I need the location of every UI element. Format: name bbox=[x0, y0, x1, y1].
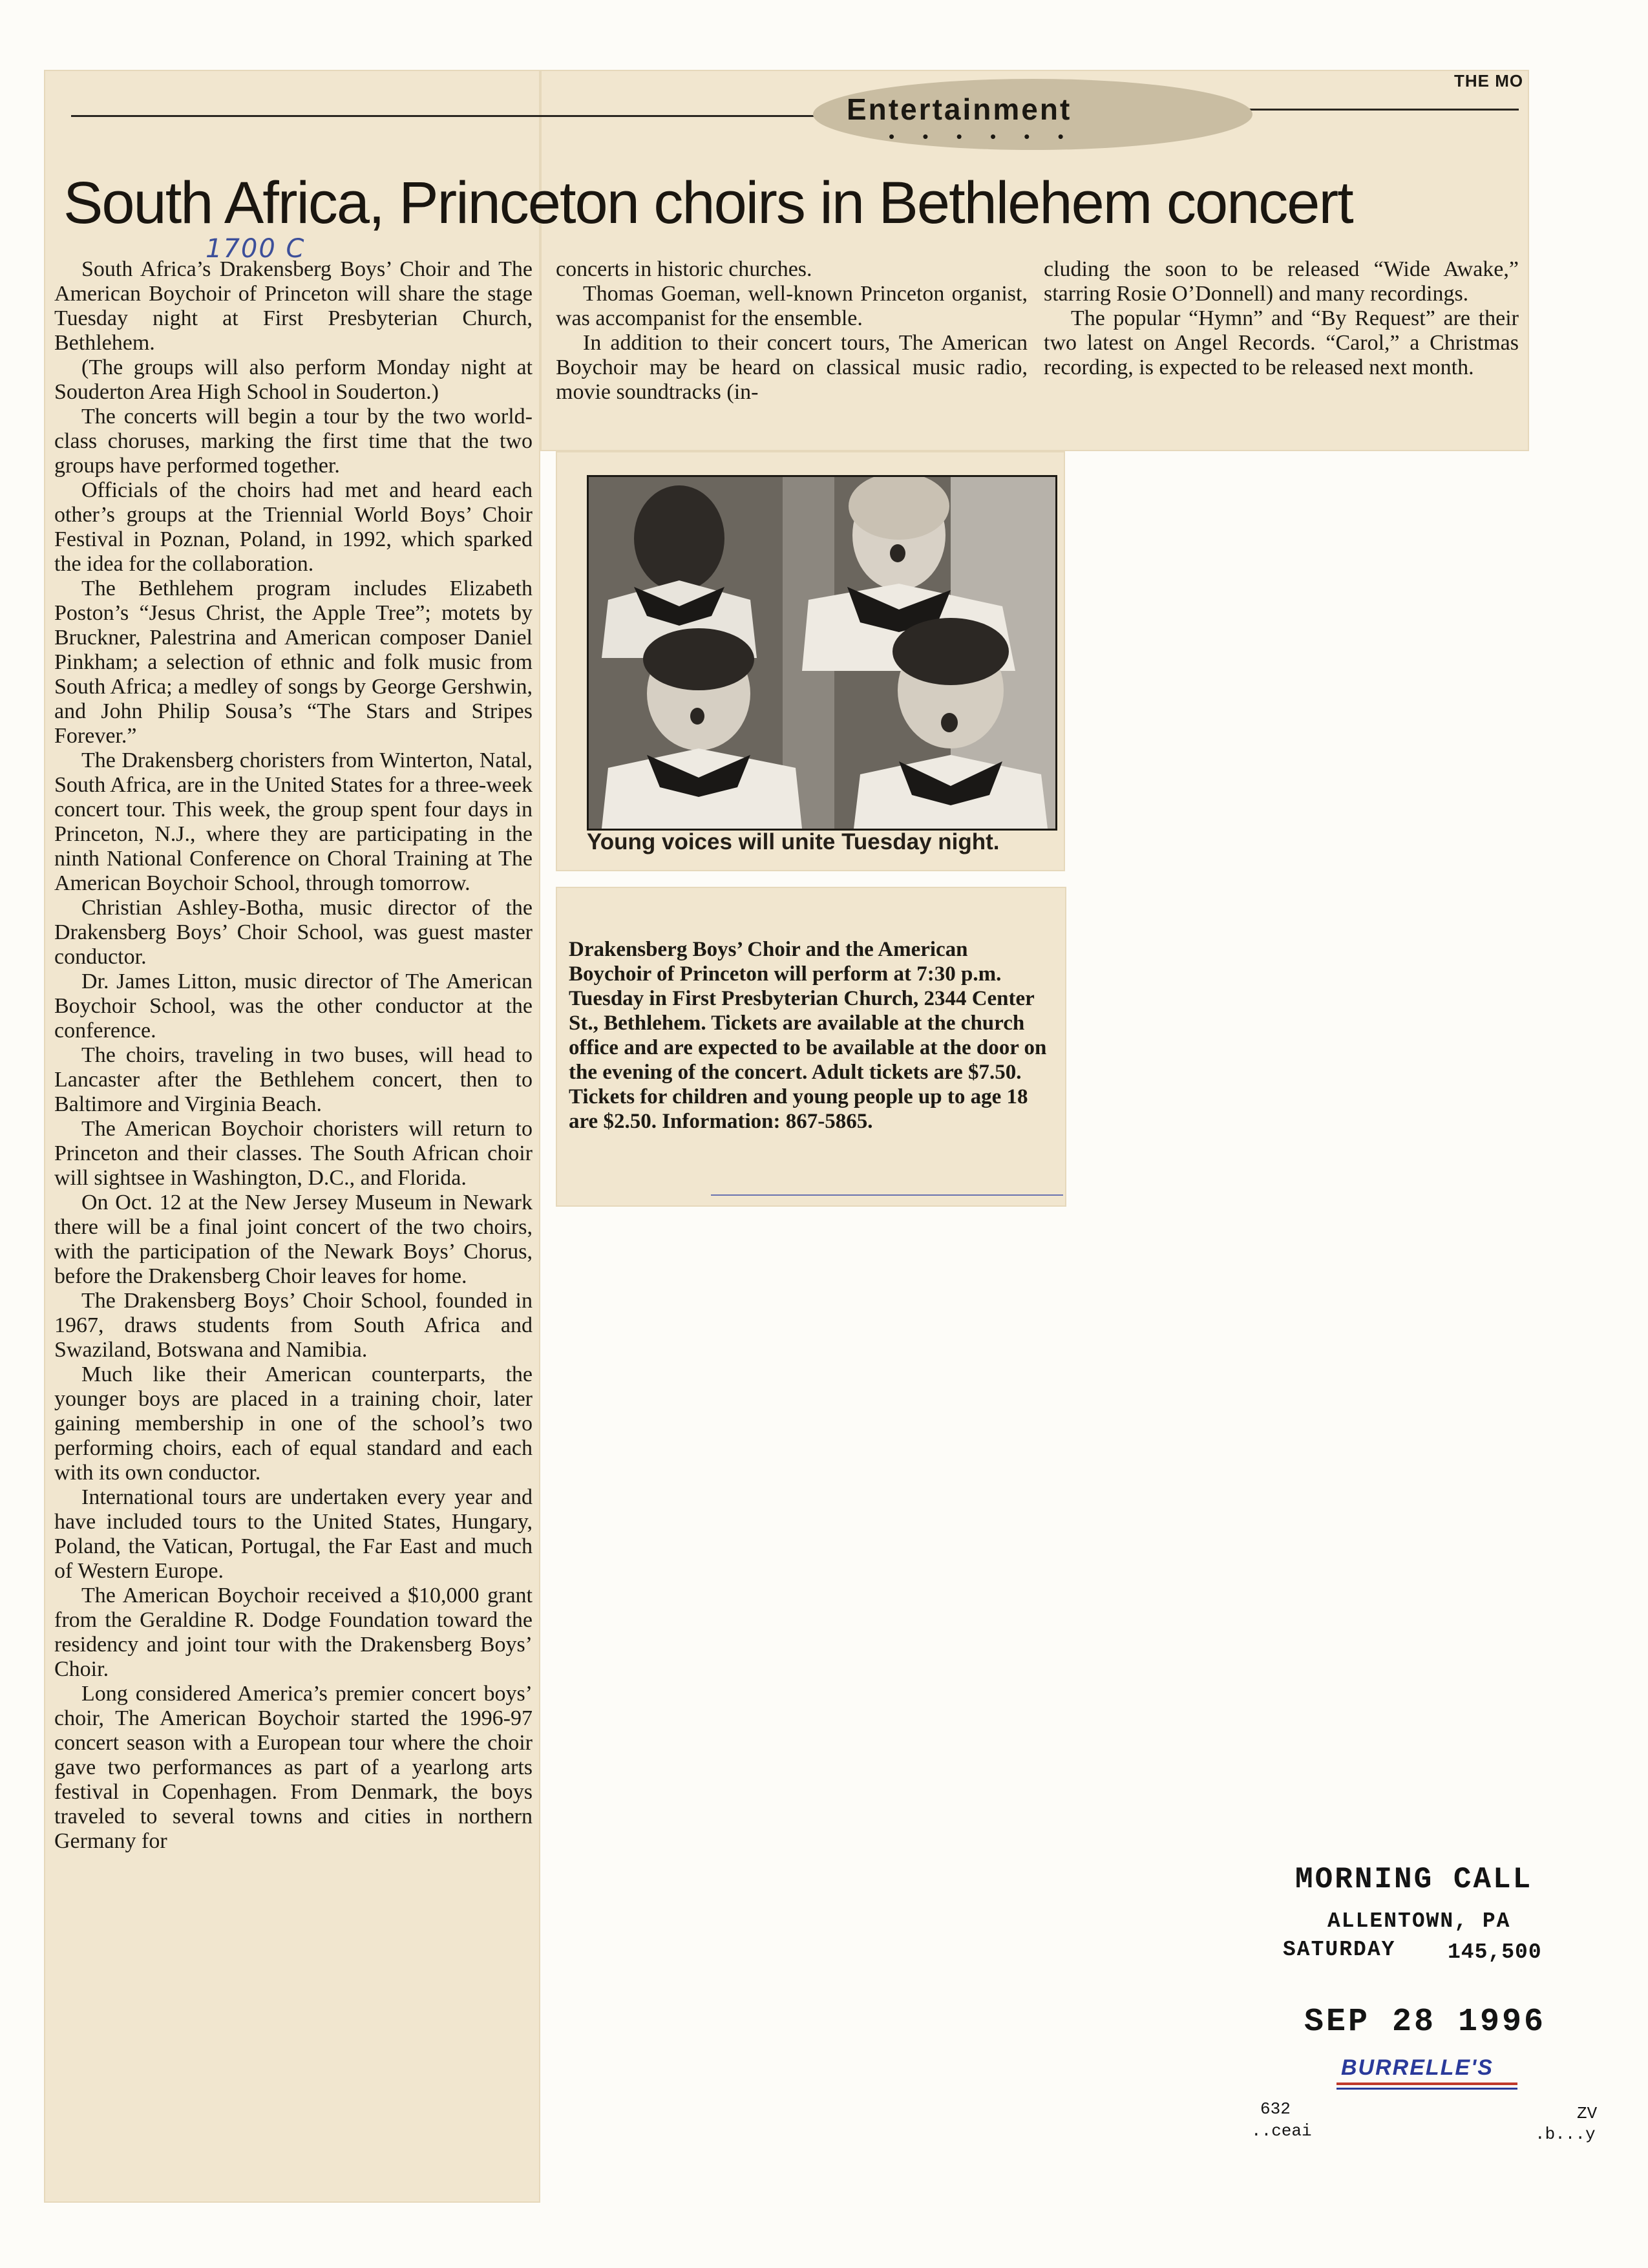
article-column-3 bbox=[1044, 257, 1519, 380]
circulation-count: 145,500 bbox=[1448, 1940, 1542, 1964]
section-label: Entertainment bbox=[847, 92, 1072, 126]
publication-date: SEP 28 1996 bbox=[1304, 2004, 1547, 2040]
paragraph: The Bethlehem program includes Elizabeth Poston’s “Jesus Christ, the Apple Tree”; motets by Bruckner, Palestrina and American composer Daniel Pinkham; a selection of ethnic and folk music from South Africa; a medley of songs by George Gershwin, and John Philip Sousa’s “The Stars and Stripes Forever.” bbox=[54, 577, 533, 748]
paragraph: Much like their American counterparts, the younger boys are placed in a training choir, later gaining membership in one of the school’s two performing choirs, each of equal standard and each with its own conductor. bbox=[54, 1362, 533, 1485]
paragraph: Officials of the choirs had met and heard each other’s groups at the Triennial World Boys’ Choir Festival in Poznan, Poland, in 1992, which sparked the idea for the collaboration. bbox=[54, 478, 533, 576]
paragraph: Thomas Goeman, well-known Princeton organist, was accompanist for the ensemble. bbox=[556, 282, 1028, 330]
clipping-code: .b...y bbox=[1535, 2125, 1596, 2144]
publication-name: MORNING CALL bbox=[1295, 1863, 1533, 1896]
masthead-rule-left bbox=[71, 115, 821, 117]
ink-underline bbox=[711, 1194, 1063, 1196]
paragraph: The popular “Hymn” and “By Request” are their two latest on Angel Records. “Carol,” a Christmas recording, is expected to be released next month. bbox=[1044, 306, 1519, 379]
paragraph: Christian Ashley-Botha, music director of the Drakensberg Boys’ Choir School, was guest master conductor. bbox=[54, 896, 533, 969]
paragraph: In addition to their concert tours, The American Boychoir may be heard on classical music radio, movie soundtracks (in- bbox=[556, 331, 1028, 404]
clipping-code: ZV bbox=[1577, 2104, 1598, 2123]
paragraph: The Drakensberg choristers from Winterton, Natal, South Africa, are in the United States for a three-week concert tour. This week, the group spent four days in Princeton, N.J., where they are participating in the ninth National Conference on Choral Training at The American Boychoir School, through tomorrow. bbox=[54, 748, 533, 895]
masthead-rule-right bbox=[1247, 109, 1519, 111]
article-column-1 bbox=[54, 257, 533, 1854]
paragraph: concerts in historic churches. bbox=[556, 257, 812, 281]
concert-info-box: Drakensberg Boys’ Choir and the American Boychoir of Princeton will perform at 7:30 p.m. Tuesday in First Presbyterian Church, 2344 Center St., Bethlehem. Tickets are available at the church office and are expected to be available at the door on the evening of the concert. Adult tickets are $7.50. Tickets for children and young people up to age 18 are $2.50. Information: 867-5865. bbox=[569, 938, 1047, 1133]
paragraph: On Oct. 12 at the New Jersey Museum in Newark there will be a final joint concert of the two choirs, with the participation of the Newark Boys’ Chorus, before the Drakensberg Choir leaves for home. bbox=[54, 1191, 533, 1288]
burrelles-logo: BURRELLE'S bbox=[1341, 2055, 1494, 2080]
paragraph: South Africa’s Drakensberg Boys’ Choir and The American Boychoir of Princeton will share the stage Tuesday night at First Presbyterian Church, Bethlehem. bbox=[54, 257, 533, 355]
logo-underline-red bbox=[1336, 2083, 1517, 2085]
paragraph: (The groups will also perform Monday night at Souderton Area High School in Souderton.) bbox=[54, 355, 533, 404]
paragraph: The American Boychoir choristers will return to Princeton and their classes. The South African choir will sightsee in Washington, D.C., and Florida. bbox=[54, 1117, 533, 1190]
publication-city: ALLENTOWN, PA bbox=[1327, 1909, 1511, 1933]
publication-day: SATURDAY bbox=[1283, 1938, 1396, 1962]
photo-caption: Young voices will unite Tuesday night. bbox=[587, 829, 1000, 854]
paragraph: Long considered America’s premier concert boys’ choir, The American Boychoir started the 1996-97 concert season with a European tour where the choir gave two performances as part of a yearlong arts festival in Copenhagen. From Denmark, the boys traveled to several towns and cities in northern Germany for bbox=[54, 1682, 533, 1853]
clipping-code: ..ceai bbox=[1251, 2121, 1312, 2141]
logo-underline-blue bbox=[1336, 2088, 1517, 2090]
newspaper-name-fragment: THE MO bbox=[1454, 71, 1524, 90]
headline: South Africa, Princeton choirs in Bethlehem concert bbox=[63, 170, 1353, 236]
handwritten-note: 1700 C bbox=[206, 234, 306, 264]
choir-photo bbox=[587, 475, 1057, 831]
clipping-code: 632 bbox=[1260, 2099, 1291, 2119]
choir-photo-illustration bbox=[589, 477, 1055, 829]
paragraph: The choirs, traveling in two buses, will head to Lancaster after the Bethlehem concert, then to Baltimore and Virginia Beach. bbox=[54, 1043, 533, 1116]
section-dots: • • • • • • bbox=[889, 127, 1075, 146]
paragraph: The concerts will begin a tour by the two world-class choruses, marking the first time that the two groups have performed together. bbox=[54, 405, 533, 478]
paragraph: International tours are undertaken every year and have included tours to the United States, Hungary, Poland, the Vatican, Portugal, the Far East and much of Western Europe. bbox=[54, 1485, 533, 1583]
paragraph: Dr. James Litton, music director of The American Boychoir School, was the other conductor at the conference. bbox=[54, 970, 533, 1043]
article-column-2 bbox=[556, 257, 1028, 405]
paragraph: The Drakensberg Boys’ Choir School, founded in 1967, draws students from South Africa and Swaziland, Botswana and Namibia. bbox=[54, 1289, 533, 1362]
paragraph: cluding the soon to be released “Wide Awake,” starring Rosie O’Donnell) and many recordings. bbox=[1044, 257, 1519, 306]
paragraph: The American Boychoir received a $10,000 grant from the Geraldine R. Dodge Foundation toward the residency and joint tour with the Drakensberg Boys’ Choir. bbox=[54, 1584, 533, 1681]
